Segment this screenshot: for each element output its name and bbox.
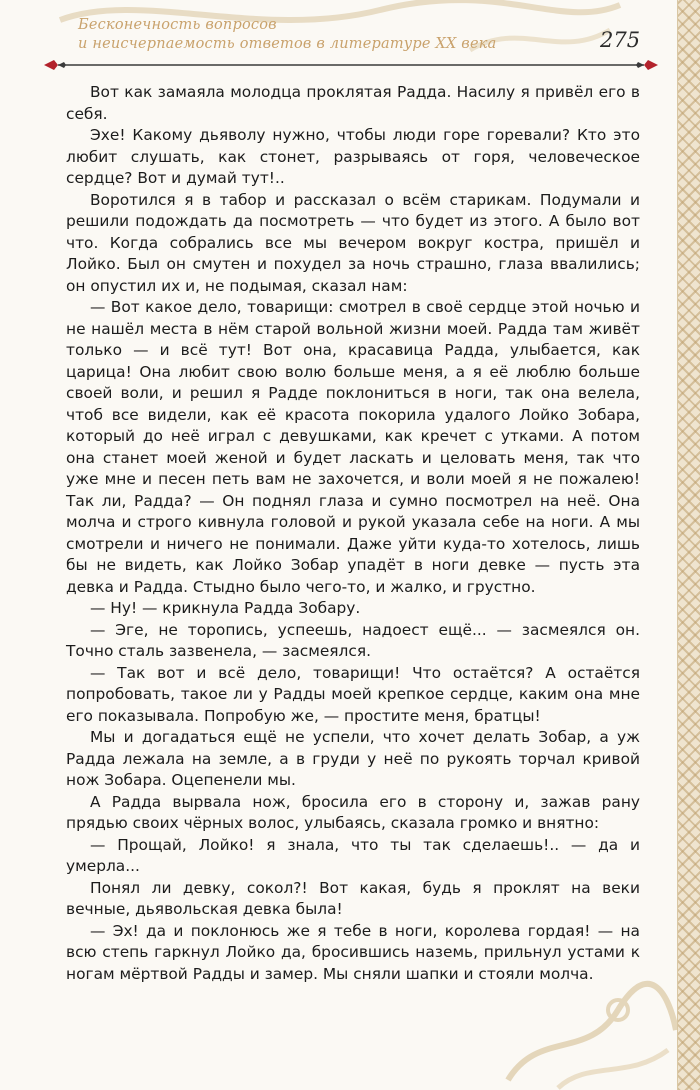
paragraph: Эхе! Какому дьяволу нужно, чтобы люди горе горевали? Кто это любит слушать, как стонет, разрываясь от горя, человеческое сердце? Вот и думай тут!.. xyxy=(66,126,640,187)
paragraph: — Эге, не торопись, успеешь, надоест ещё... — засмеялся он. Точно сталь зазвенела, — засмеялся. xyxy=(66,620,640,660)
paragraph: Понял ли девку, сокол?! Вот какая, будь я проклят на веки вечные, дьявольская девка была! xyxy=(66,878,640,918)
footer-swirl-decoration xyxy=(498,970,678,1090)
header-line-2: и неисчерпаемость ответов в литературе XX века xyxy=(78,36,497,52)
left-ornament-icon xyxy=(44,60,58,70)
paragraph: Воротился я в табор и рассказал о всём старикам. Подумали и решили подождать да посмотреть — что будет из этого. А было вот что. Когда собрались все мы вечером вокруг костра, пришёл и Лойко. Был он смутен и похудел за ночь страшно, глаза ввалились; он опустил их и, не подымая, сказал нам: xyxy=(66,190,640,295)
paragraph: — Так вот и всё дело, товарищи! Что остаётся? А остаётся попробовать, такое ли у Радды моей крепкое сердце, каким она мне его показывала. Попробую же, — простите меня, братцы! xyxy=(66,663,640,725)
page-number: 275 xyxy=(600,28,641,52)
paragraph: Мы и догадаться ещё не успели, что хочет делать Зобар, а уж Радда лежала на земле, а в груди у неё по рукоять торчал кривой нож Зобара. Оцепенели мы. xyxy=(66,728,640,789)
paragraph: А Радда вырвала нож, бросила его в сторону и, зажав рану прядью своих чёрных волос, улыбаясь, сказала громко и внятно: xyxy=(66,792,640,832)
paragraph: — Прощай, Лойко! я знала, что ты так сделаешь!.. — да и умерла... xyxy=(66,835,640,875)
ornamental-right-border xyxy=(677,0,700,1090)
running-header xyxy=(78,16,497,54)
paragraph: — Ну! — крикнула Радда Зобару. xyxy=(90,599,361,617)
header-ornament-rule xyxy=(44,58,658,72)
header-line-1: Бесконечность вопросов xyxy=(78,17,277,33)
paragraph: Вот как замаяла молодца проклятая Радда. Насилу я привёл его в себя. xyxy=(66,83,640,123)
right-ornament-icon xyxy=(644,60,658,70)
paragraph: — Вот какое дело, товарищи: смотрел в своё сердце этой ночью и не нашёл места в нём старой вольной жизни моей. Радда там живёт только — и всё тут! Вот она, красавица Радда, улыбается, как царица! Она любит свою волю больше меня, а я её люблю больше своей воли, и решил я Радде поклониться в ноги, так она велела, чтоб все видели, как её красота покорила удалого Лойко Зобара, который до неё играл с девушками, как кречет с утками. А потом она станет моей женой и будет ласкать и целовать меня, так что уже мне и песен петь вам не захочется, и воли моей я не пожалею! Так ли, Радда? — Он поднял глаза и сумно посмотрел на неё. Она молча и строго кивнула головой и рукой указала себе на ноги. А мы смотрели и ничего не понимали. Даже уйти куда-то хотелось, лишь бы не видеть, как Лойко Зобар упадёт в ноги девке — пусть эта девка и Радда. Стыдно было чего-то, и жалко, и грустно. xyxy=(66,298,640,596)
paragraph: — Эх! да и поклонюсь же я тебе в ноги, королева гордая! — на всю степь гаркнул Лойко да, бросившись наземь, прильнул устами к ногам мёртвой Радды и замер. Мы сняли шапки и стояли молча. xyxy=(66,921,640,983)
body-text xyxy=(66,82,640,985)
